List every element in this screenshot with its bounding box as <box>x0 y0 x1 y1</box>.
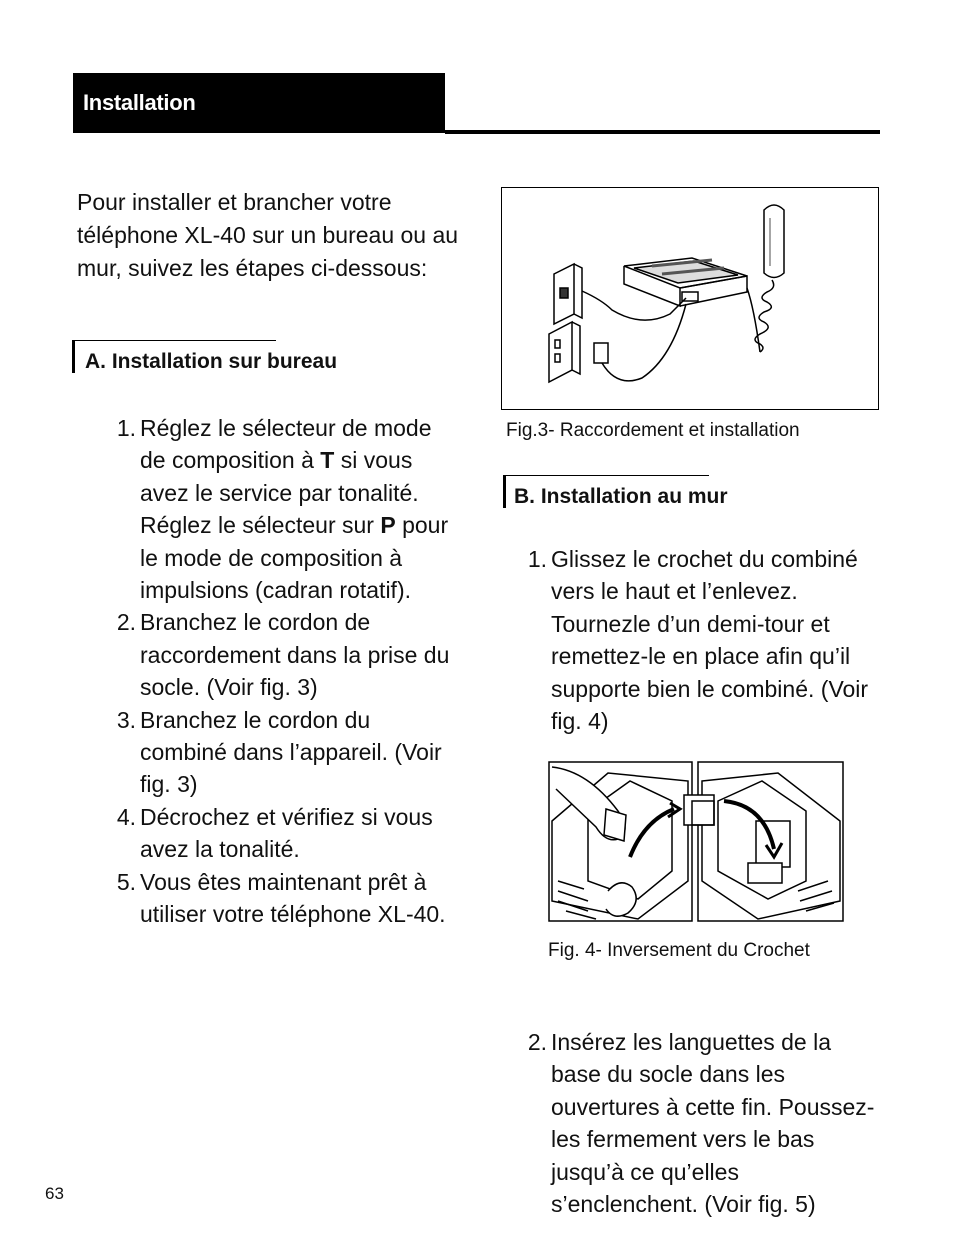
step-number: 3. <box>116 706 136 733</box>
step-bold: P <box>380 512 396 539</box>
list-item <box>114 801 454 866</box>
step-text: Insérez les languettes de la base du socle dans les ouvertures à cette fin. Poussez-les fermement vers le bas jusqu’à ce qu’elles s’enclenchent. (Voir fig. 5) <box>551 1029 875 1218</box>
page-number: 63 <box>45 1184 64 1203</box>
step-text: Glissez le crochet du combiné vers le haut et l’enlevez. Tournezle d’un demi-tour et remettez-le en place afin qu’il supporte bien le combiné. (Voir fig. 4) <box>551 546 869 735</box>
figure-3-caption: Fig.3- Raccordement et installation <box>506 420 800 441</box>
step-number: 1. <box>527 546 547 572</box>
section-b-side-rule <box>503 475 506 508</box>
section-a-title: A. Installation sur bureau <box>85 350 338 373</box>
section-b-steps-first <box>525 543 877 737</box>
step-text: pour le mode de composition à impulsions (cadran rotatif). <box>140 512 449 604</box>
section-a-side-rule <box>72 340 75 373</box>
section-header-bar <box>73 73 445 133</box>
figure-4-caption: Fig. 4- Inversement du Crochet <box>548 940 810 961</box>
step-text: Branchez le cordon du combiné dans l’appareil. (Voir fig. 3) <box>140 706 442 798</box>
step-number: 2. <box>527 1029 547 1055</box>
step-text: Branchez le cordon de raccordement dans la prise du socle. (Voir fig. 3) <box>140 609 450 701</box>
step-text: Décrochez et vérifiez si vous avez la tonalité. <box>140 803 433 863</box>
hook-reversal-illustration <box>548 761 844 922</box>
list-item <box>525 543 877 737</box>
section-a-top-rule <box>72 340 276 341</box>
step-number: 1. <box>116 415 136 441</box>
step-number: 2. <box>116 609 136 636</box>
list-item <box>114 704 454 801</box>
header-rule <box>445 130 880 134</box>
step-bold: T <box>320 447 335 474</box>
list-item <box>114 412 454 606</box>
figure-3-frame <box>501 187 879 410</box>
list-item <box>525 1026 877 1220</box>
list-item <box>114 866 454 931</box>
page-title: Installation <box>83 90 196 115</box>
step-text: Réglez le sélecteur de mode de composition à <box>140 415 432 474</box>
list-item <box>114 606 454 703</box>
intro-paragraph: Pour installer et brancher votre téléphone XL-40 sur un bureau ou au mur, suivez les étapes ci-dessous: <box>77 189 459 281</box>
section-a-steps <box>114 412 454 931</box>
step-number: 4. <box>116 803 136 830</box>
phone-connection-illustration <box>502 188 877 408</box>
section-b-steps-second <box>525 1026 877 1220</box>
step-text: Vous êtes maintenant prêt à utiliser votre téléphone XL-40. <box>140 868 446 928</box>
section-b-top-rule <box>503 475 709 476</box>
step-text: si vous avez le service par tonalité. Réglez le sélecteur sur <box>140 447 419 539</box>
figure-4 <box>548 761 844 922</box>
step-number: 5. <box>116 868 136 895</box>
section-b-title: B. Installation au mur <box>514 485 728 508</box>
